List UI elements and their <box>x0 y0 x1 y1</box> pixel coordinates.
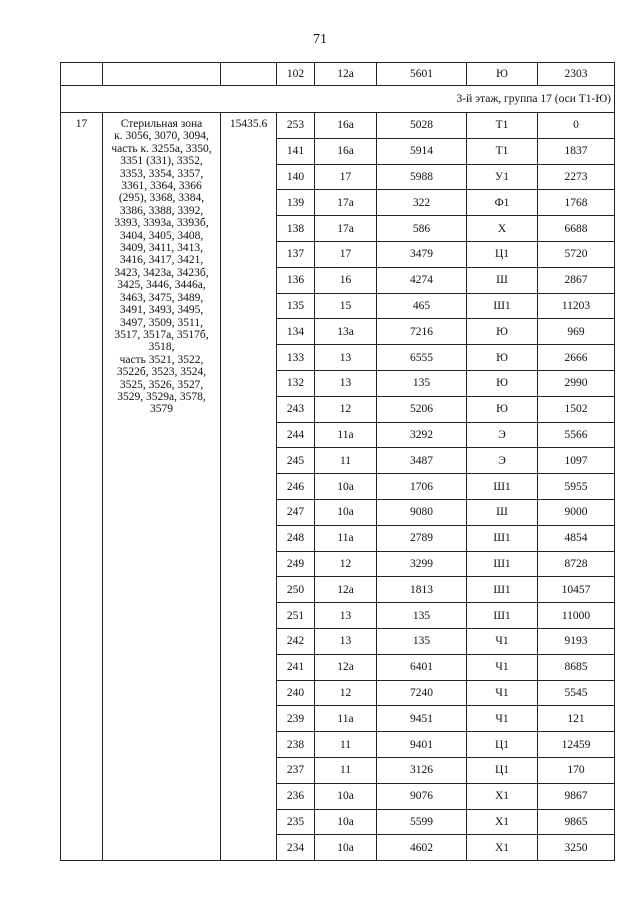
direction-cell: Ч1 <box>467 680 538 706</box>
distance-cell: 9865 <box>538 809 615 835</box>
room-cell: 235 <box>277 809 315 835</box>
distance-cell: 10457 <box>538 577 615 603</box>
direction-cell: Ю <box>467 396 538 422</box>
axis-cell: 12а <box>315 577 377 603</box>
value-cell: 6555 <box>377 345 467 371</box>
distance-cell: 8728 <box>538 551 615 577</box>
room-cell: 245 <box>277 448 315 474</box>
direction-cell: Т1 <box>467 113 538 139</box>
data-table <box>60 62 615 861</box>
value-cell: 3126 <box>377 757 467 783</box>
distance-cell: 9000 <box>538 499 615 525</box>
direction-cell: Ц1 <box>467 732 538 758</box>
distance-cell: 9867 <box>538 783 615 809</box>
value-cell: 5599 <box>377 809 467 835</box>
room-cell: 242 <box>277 628 315 654</box>
distance-cell: 12459 <box>538 732 615 758</box>
axis-cell: 11а <box>315 525 377 551</box>
direction-cell: Ш1 <box>467 293 538 319</box>
distance-cell: 11203 <box>538 293 615 319</box>
axis-cell: 11а <box>315 422 377 448</box>
table-row <box>61 113 615 139</box>
room-cell: 238 <box>277 732 315 758</box>
room-cell: 244 <box>277 422 315 448</box>
axis-cell: 16 <box>315 267 377 293</box>
axis-cell: 12 <box>315 680 377 706</box>
room-cell: 234 <box>277 835 315 861</box>
room-cell: 236 <box>277 783 315 809</box>
direction-cell: Э <box>467 422 538 448</box>
room-cell: 141 <box>277 138 315 164</box>
value-cell: 9080 <box>377 499 467 525</box>
distance-cell: 2303 <box>538 63 615 86</box>
direction-cell: Ш1 <box>467 577 538 603</box>
room-cell: 137 <box>277 241 315 267</box>
distance-cell: 1768 <box>538 190 615 216</box>
value-cell: 7216 <box>377 319 467 345</box>
value-cell: 135 <box>377 628 467 654</box>
direction-cell: Ц1 <box>467 241 538 267</box>
value-cell: 5028 <box>377 113 467 139</box>
room-cell: 249 <box>277 551 315 577</box>
distance-cell: 5720 <box>538 241 615 267</box>
direction-cell: Х1 <box>467 783 538 809</box>
room-cell: 135 <box>277 293 315 319</box>
distance-cell: 170 <box>538 757 615 783</box>
axis-cell: 16а <box>315 113 377 139</box>
direction-cell: Ш1 <box>467 525 538 551</box>
axis-cell: 11а <box>315 706 377 732</box>
direction-cell: Э <box>467 448 538 474</box>
room-cell: 250 <box>277 577 315 603</box>
direction-cell: Ю <box>467 345 538 371</box>
direction-cell: Ю <box>467 319 538 345</box>
value-cell: 322 <box>377 190 467 216</box>
value-cell: 5914 <box>377 138 467 164</box>
axis-cell: 12 <box>315 551 377 577</box>
direction-cell: Ш1 <box>467 551 538 577</box>
distance-cell: 4854 <box>538 525 615 551</box>
axis-cell: 11 <box>315 732 377 758</box>
distance-cell: 1837 <box>538 138 615 164</box>
axis-cell: 13 <box>315 628 377 654</box>
direction-cell: Х <box>467 216 538 242</box>
room-cell: 134 <box>277 319 315 345</box>
axis-cell: 12а <box>315 654 377 680</box>
axis-cell: 15 <box>315 293 377 319</box>
empty-cell <box>221 63 277 86</box>
axis-cell: 10а <box>315 783 377 809</box>
direction-cell: Ц1 <box>467 757 538 783</box>
direction-cell: Ш1 <box>467 474 538 500</box>
distance-cell: 5566 <box>538 422 615 448</box>
distance-cell: 9193 <box>538 628 615 654</box>
distance-cell: 2990 <box>538 370 615 396</box>
value-cell: 7240 <box>377 680 467 706</box>
distance-cell: 6688 <box>538 216 615 242</box>
value-cell: 135 <box>377 370 467 396</box>
distance-cell: 2867 <box>538 267 615 293</box>
value-cell: 4602 <box>377 835 467 861</box>
empty-cell <box>61 63 103 86</box>
axis-cell: 13 <box>315 603 377 629</box>
value-cell: 586 <box>377 216 467 242</box>
value-cell: 3299 <box>377 551 467 577</box>
value-cell: 4274 <box>377 267 467 293</box>
room-cell: 132 <box>277 370 315 396</box>
value-cell: 135 <box>377 603 467 629</box>
axis-cell: 11 <box>315 757 377 783</box>
value-cell: 5206 <box>377 396 467 422</box>
axis-cell: 17 <box>315 241 377 267</box>
value-cell: 5988 <box>377 164 467 190</box>
room-cell: 102 <box>277 63 315 86</box>
value-cell: 6401 <box>377 654 467 680</box>
direction-cell: Ю <box>467 370 538 396</box>
axis-cell: 11 <box>315 448 377 474</box>
distance-cell: 121 <box>538 706 615 732</box>
axis-cell: 13 <box>315 370 377 396</box>
distance-cell: 11000 <box>538 603 615 629</box>
zone-description: Стерильная зона к. 3056, 3070, 3094, часть к. 3255а, 3350, 3351 (331), 3352, 3353, 3354, 3357, 3361, 3364, 3366 (295), 3368, 3384, 3386, 3388, 3392, 3393, 3393а, 3393б, 3404, 3405, 3408, 3409, 3411, 3413, 3416, 3417, 3421, 3423, 3423а, 3423б, 3425, 3446, 3446а, 3463, 3475, 3489, 3491, 3493, 3495, 3497, 3509, 3511, 3517, 3517а, 3517б, 3518, часть 3521, 3522, 3522б, 3523, 3524, 3525, 3526, 3527, 3529, 3529а, 3578, 3579 <box>111 118 212 416</box>
room-cell: 139 <box>277 190 315 216</box>
axis-cell: 10а <box>315 809 377 835</box>
direction-cell: Х1 <box>467 835 538 861</box>
value-cell: 3479 <box>377 241 467 267</box>
axis-cell: 17а <box>315 216 377 242</box>
room-cell: 140 <box>277 164 315 190</box>
zone-description-cell <box>103 113 221 861</box>
value-cell: 3292 <box>377 422 467 448</box>
value-cell: 1706 <box>377 474 467 500</box>
axis-cell: 10а <box>315 835 377 861</box>
value-cell: 465 <box>377 293 467 319</box>
axis-cell: 16а <box>315 138 377 164</box>
axis-cell: 12а <box>315 63 377 86</box>
value-cell: 9451 <box>377 706 467 732</box>
group-header-row <box>61 86 615 113</box>
distance-cell: 969 <box>538 319 615 345</box>
direction-cell: Ф1 <box>467 190 538 216</box>
page-number: 71 <box>313 32 327 47</box>
direction-cell: Ш <box>467 267 538 293</box>
room-cell: 247 <box>277 499 315 525</box>
axis-cell: 12 <box>315 396 377 422</box>
direction-cell: Х1 <box>467 809 538 835</box>
distance-cell: 1502 <box>538 396 615 422</box>
table-row <box>61 63 615 86</box>
distance-cell: 2273 <box>538 164 615 190</box>
room-cell: 240 <box>277 680 315 706</box>
direction-cell: Т1 <box>467 138 538 164</box>
empty-cell <box>103 63 221 86</box>
direction-cell: Ш1 <box>467 603 538 629</box>
axis-cell: 17 <box>315 164 377 190</box>
distance-cell: 3250 <box>538 835 615 861</box>
room-cell: 239 <box>277 706 315 732</box>
zone-area: 15435.6 <box>221 113 277 861</box>
room-cell: 136 <box>277 267 315 293</box>
value-cell: 1813 <box>377 577 467 603</box>
direction-cell: Ч1 <box>467 628 538 654</box>
room-cell: 251 <box>277 603 315 629</box>
distance-cell: 5545 <box>538 680 615 706</box>
distance-cell: 2666 <box>538 345 615 371</box>
distance-cell: 1097 <box>538 448 615 474</box>
room-cell: 237 <box>277 757 315 783</box>
distance-cell: 5955 <box>538 474 615 500</box>
axis-cell: 10а <box>315 474 377 500</box>
direction-cell: Ю <box>467 63 538 86</box>
axis-cell: 13а <box>315 319 377 345</box>
zone-number: 17 <box>61 113 103 861</box>
axis-cell: 10а <box>315 499 377 525</box>
direction-cell: Ч1 <box>467 706 538 732</box>
direction-cell: У1 <box>467 164 538 190</box>
value-cell: 9401 <box>377 732 467 758</box>
axis-cell: 17а <box>315 190 377 216</box>
direction-cell: Ч1 <box>467 654 538 680</box>
value-cell: 5601 <box>377 63 467 86</box>
distance-cell: 8685 <box>538 654 615 680</box>
value-cell: 2789 <box>377 525 467 551</box>
value-cell: 9076 <box>377 783 467 809</box>
axis-cell: 13 <box>315 345 377 371</box>
group-header: 3-й этаж, группа 17 (оси Т1-Ю) <box>61 86 615 113</box>
room-cell: 246 <box>277 474 315 500</box>
distance-cell: 0 <box>538 113 615 139</box>
room-cell: 243 <box>277 396 315 422</box>
value-cell: 3487 <box>377 448 467 474</box>
room-cell: 133 <box>277 345 315 371</box>
room-cell: 248 <box>277 525 315 551</box>
room-cell: 241 <box>277 654 315 680</box>
room-cell: 253 <box>277 113 315 139</box>
direction-cell: Ш <box>467 499 538 525</box>
room-cell: 138 <box>277 216 315 242</box>
